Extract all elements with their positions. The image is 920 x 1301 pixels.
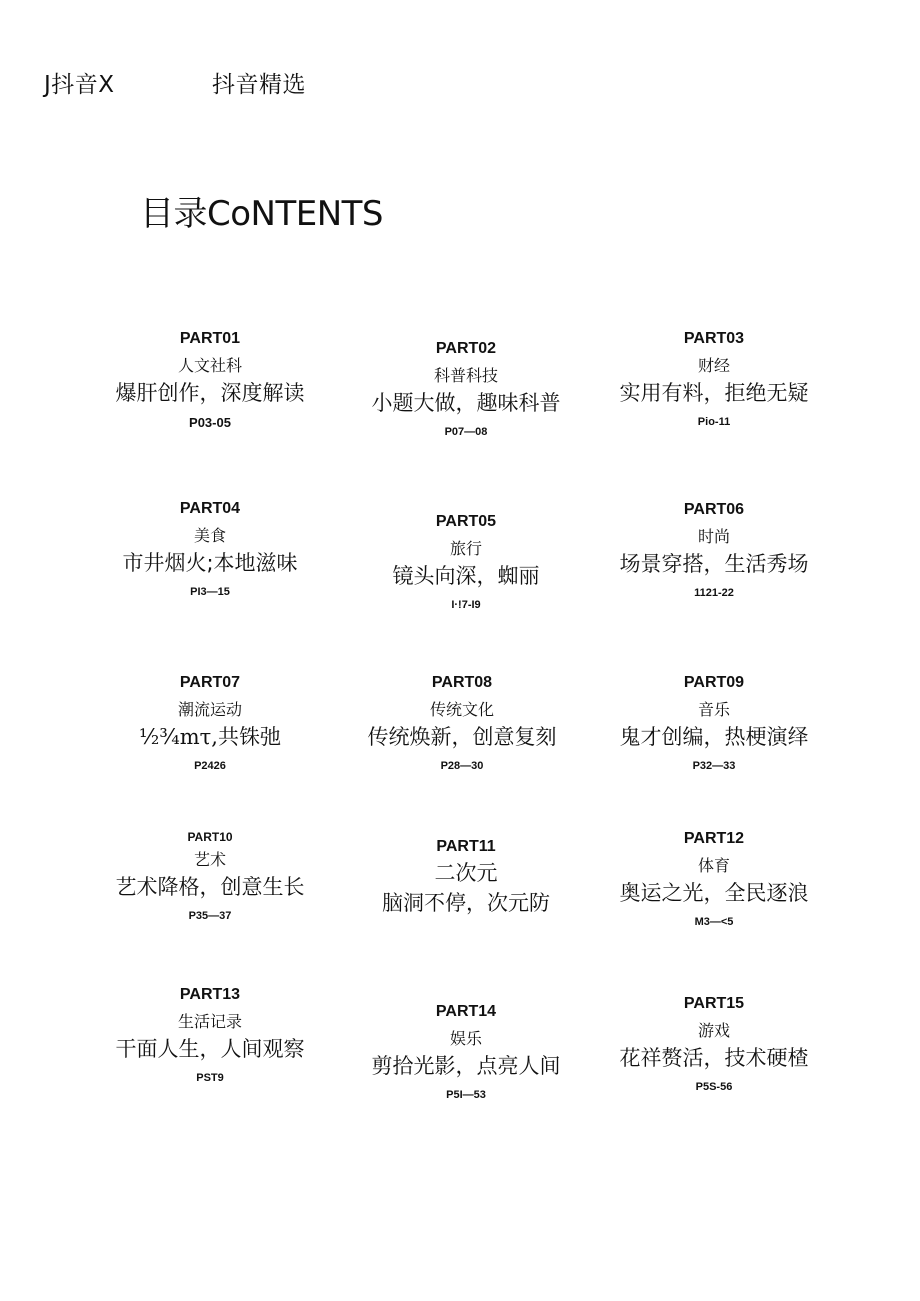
part-category: 体育 [697,856,730,875]
part-pages: P28—30 [440,760,484,772]
toc-part-15[interactable] [584,995,844,1094]
part-pages: P32—33 [692,760,736,772]
part-pages: M3—<5 [694,916,734,928]
part-category: 人文社科 [177,356,242,375]
part-label: PART13 [179,986,241,1003]
part-pages: 1121-22 [694,587,734,599]
toc-part-12[interactable] [584,830,844,929]
part-category: 游戏 [697,1021,730,1040]
part-category: 音乐 [697,700,730,719]
part-category: 潮流运动 [177,700,242,719]
toc-part-04[interactable] [80,500,340,599]
part-label: PART04 [179,500,241,517]
part-slogan: 剪拾光影，点亮人间 [371,1054,561,1078]
part-pages: PI3—15 [190,586,230,598]
part-label: PART01 [179,330,241,347]
header-title: 抖音精选 [212,72,306,98]
part-pages: P5I—53 [446,1089,486,1101]
part-pages: Pio-11 [697,416,731,428]
part-slogan: 艺术降格，创意生长 [115,875,305,899]
part-label: PART09 [683,674,745,691]
part-label: PART05 [435,513,497,530]
toc-part-03[interactable] [584,330,844,429]
toc-part-13[interactable] [80,986,340,1085]
part-slogan: ½¾mτ,共铢弛 [139,725,281,749]
toc-part-02[interactable] [336,340,596,439]
toc-part-05[interactable] [336,513,596,612]
toc-part-06[interactable] [584,501,844,600]
part-slogan: 干面人生，人间观察 [115,1037,305,1061]
part-pages: PST9 [196,1072,224,1084]
part-category: 二次元 [434,861,498,885]
toc-part-09[interactable] [584,674,844,773]
part-category: 科普科技 [433,366,498,385]
header-brand: J抖音X [44,72,115,98]
part-label: PART07 [179,674,241,691]
part-pages: I·!7-I9 [451,599,481,611]
part-label: PART12 [683,830,745,847]
part-slogan: 镜头向深，蜘丽 [392,564,540,588]
toc-part-11[interactable] [336,838,596,916]
toc-part-08[interactable] [332,674,592,773]
part-category: 时尚 [697,527,730,546]
part-slogan: 爆肝创作，深度解读 [115,381,305,405]
part-label: PART06 [683,501,745,518]
part-category: 娱乐 [449,1029,482,1048]
part-category: 生活记录 [177,1012,242,1031]
toc-heading: 目录CoNTENTS [140,194,384,234]
part-pages: P35—37 [188,910,232,922]
part-label: PART02 [435,340,497,357]
part-slogan: 鬼才创编，热梗演绎 [619,725,809,749]
part-slogan: 花祥赘活，技术硬楂 [619,1046,809,1070]
part-slogan: 小题大做，趣味科普 [371,391,561,415]
part-slogan: 奥运之光，全民逐浪 [619,881,809,905]
part-label: PART14 [435,1003,497,1020]
part-pages: P07—08 [444,426,488,438]
part-category: 旅行 [449,539,482,558]
part-label: PART08 [431,674,493,691]
part-category: 艺术 [193,850,226,869]
part-pages: P5S-56 [695,1081,733,1093]
part-label: PART15 [683,995,745,1012]
part-slogan: 市井烟火;本地滋味 [122,551,298,575]
part-category: 财经 [697,356,730,375]
part-slogan: 实用有料，拒绝无疑 [619,381,809,405]
part-category: 传统文化 [429,700,494,719]
part-slogan: 场景穿搭，生活秀场 [619,552,809,576]
part-label: PART11 [436,838,496,855]
part-pages: P2426 [194,760,226,772]
part-label: PART03 [683,330,745,347]
toc-part-10[interactable] [80,828,340,923]
part-label: PART10 [187,830,233,844]
part-slogan: 传统焕新，创意复刻 [367,725,557,749]
part-pages: P03-05 [189,415,231,430]
part-slogan: 脑洞不停，次元防 [382,891,550,915]
toc-part-07[interactable] [80,674,340,773]
toc-part-01[interactable] [80,330,340,429]
toc-part-14[interactable] [336,1003,596,1102]
part-category: 美食 [193,526,226,545]
